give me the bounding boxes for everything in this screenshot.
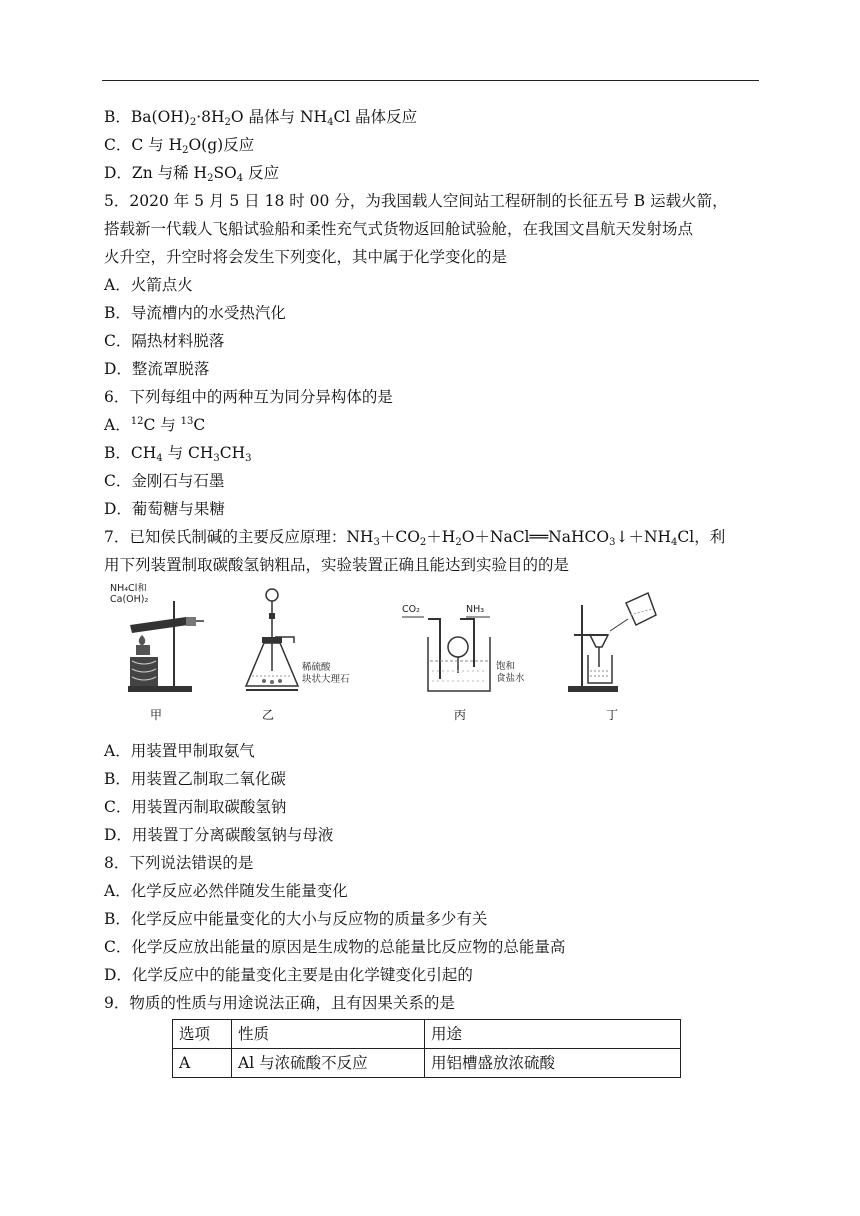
header-rule xyxy=(102,80,759,81)
q7-stem-line2: 用下列装置制取碳酸氢钠粗品，实验装置正确且能达到实验目的的是 xyxy=(104,556,570,574)
page-content xyxy=(104,103,760,1078)
table-header-cell: 选项 xyxy=(173,1020,232,1049)
q6-option-b: B．$CH_4$ 与 $CH_3CH_3$ xyxy=(104,444,252,464)
jia-reagent-label-1: NH₄Cl和 xyxy=(110,583,147,594)
q7-option-c: C．用装置丙制取碳酸氢钠 xyxy=(104,798,287,816)
q4-option-c: C．C 与 $H_2O(g)$反应 xyxy=(104,136,255,156)
caption-ding: 丁 xyxy=(605,708,618,722)
table-header-cell: 用途 xyxy=(425,1020,681,1049)
q8-option-d: D．化学反应中的能量变化主要是由化学键变化引起的 xyxy=(104,966,473,984)
bing-nh3-label: NH₃ xyxy=(466,604,485,615)
bing-reagent-label-1: 饱和 xyxy=(496,661,516,672)
q4-option-b: B．$Ba(OH)_2\cdot 8H_2O$ 晶体与 $NH_4Cl$ 晶体反应 xyxy=(104,108,418,128)
table-header-cell: 性质 xyxy=(232,1020,425,1049)
q6-option-c: C．金刚石与石墨 xyxy=(104,472,225,490)
q5-option-a: A．火箭点火 xyxy=(104,276,193,294)
apparatus-ding xyxy=(564,581,664,699)
q7-option-b: B．用装置乙制取二氧化碳 xyxy=(104,770,286,788)
q7-option-d: D．用装置丁分离碳酸氢钠与母液 xyxy=(104,826,334,844)
q7-stem-line1: 7．已知侯氏制碱的主要反应原理：$NH_3+CO_2+H_2O+NaCl══NaHCO_3↓+NH_4Cl$，利 xyxy=(104,528,726,548)
caption-jia: 甲 xyxy=(149,708,162,722)
q8-option-c: C．化学反应放出能量的原因是生成物的总能量比反应物的总能量高 xyxy=(104,938,566,956)
q8-option-b: B．化学反应中能量变化的大小与反应物的质量多少有关 xyxy=(104,910,488,928)
q6-option-d: D．葡萄糖与果糖 xyxy=(104,500,225,518)
q9-stem: 9．物质的性质与用途说法正确，且有因果关系的是 xyxy=(104,994,455,1012)
q5-option-d: D．整流罩脱落 xyxy=(104,360,210,378)
table-cell: 用铝槽盛放浓硫酸 xyxy=(425,1049,681,1078)
q9-table xyxy=(172,1019,681,1078)
table-header-row xyxy=(173,1020,681,1049)
table-cell: Al 与浓硫酸不反应 xyxy=(232,1049,425,1078)
q7-option-a: A．用装置甲制取氨气 xyxy=(104,742,255,760)
caption-bing: 丙 xyxy=(453,708,466,722)
q8-option-a: A．化学反应必然伴随发生能量变化 xyxy=(104,882,348,900)
jia-reagent-label-2: Ca(OH)₂ xyxy=(110,594,149,605)
table-cell: A xyxy=(173,1049,232,1078)
q8-stem: 8．下列说法错误的是 xyxy=(104,854,254,872)
bing-co2-label: CO₂ xyxy=(402,604,420,615)
caption-yi: 乙 xyxy=(261,708,274,722)
q5-stem-line1: 5．2020 年 5 月 5 日 18 时 00 分，为我国载人空间站工程研制的长征五号 B 运载火箭， xyxy=(104,192,728,210)
q5-option-b: B．导流槽内的水受热汽化 xyxy=(104,304,286,322)
apparatus-jia xyxy=(108,581,208,699)
apparatus-bing xyxy=(400,581,530,699)
apparatus-yi xyxy=(244,581,364,699)
q6-stem: 6．下列每组中的两种互为同分异构体的是 xyxy=(104,388,393,406)
table-row xyxy=(173,1049,681,1078)
q5-stem-line2: 搭载新一代载人飞船试验船和柔性充气式货物返回舱试验舱，在我国文昌航天发射场点 xyxy=(104,220,694,238)
q6-option-a: A．$^{12}$C 与 $^{13}$C xyxy=(104,416,206,434)
q5-stem-line3: 火升空，升空时将会发生下列变化，其中属于化学变化的是 xyxy=(104,248,508,266)
q4-option-d: D．Zn 与稀 $H_2SO_4$ 反应 xyxy=(104,164,280,184)
yi-reagent-label-1: 稀硫酸 xyxy=(302,662,331,673)
q5-option-c: C．隔热材料脱落 xyxy=(104,332,225,350)
bing-reagent-label-2: 食盐水 xyxy=(496,673,525,684)
q7-apparatus-figures xyxy=(104,581,760,731)
yi-reagent-label-2: 块状大理石 xyxy=(302,674,350,685)
